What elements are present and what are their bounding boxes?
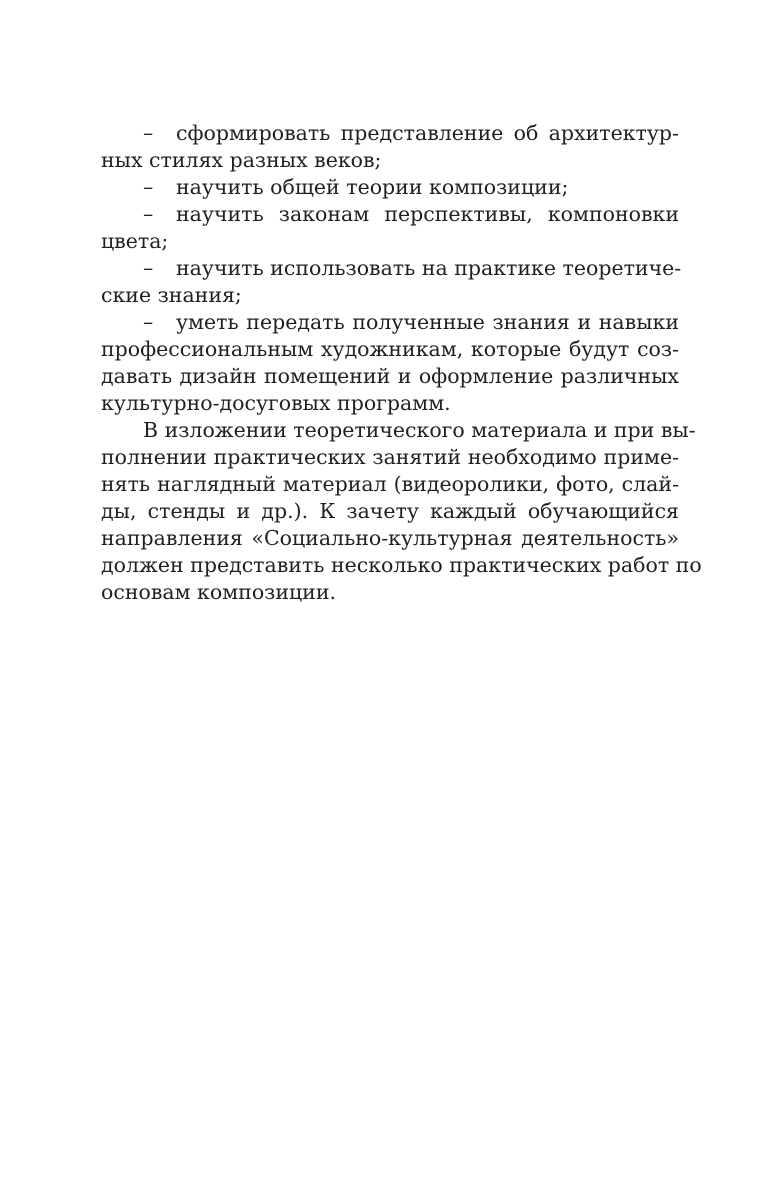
text-line: – научить общей теории композиции; <box>143 175 569 199</box>
list-item <box>101 201 679 255</box>
list-dash: – <box>143 121 154 145</box>
text-line: основам композиции. <box>101 580 337 604</box>
text-line: В изложении теоретического материала и при вы- <box>143 418 696 442</box>
text-line: – научить законам перспективы, компоновки <box>143 202 679 226</box>
text-line: должен представить несколько практических работ по <box>101 553 702 577</box>
list-item <box>101 309 679 417</box>
text-line: ных стилях разных веков; <box>101 148 382 172</box>
list-dash: – <box>143 256 154 280</box>
text-line: полнении практических занятий необходимо приме- <box>101 445 679 469</box>
text-line: – уметь передать полученные знания и навыки <box>143 310 679 334</box>
list-item <box>101 120 679 174</box>
text-line: ды, стенды и др.). К зачету каждый обучающийся <box>101 499 679 523</box>
list-item <box>101 255 682 309</box>
text-line: культурно-досуговых программ. <box>101 391 451 415</box>
text-line: направления «Социально-культурная деятельность» <box>101 526 679 550</box>
text-line: нять наглядный материал (видеоролики, фото, слай- <box>101 472 679 496</box>
text-line: ские знания; <box>101 283 242 307</box>
text-line: давать дизайн помещений и оформление различных <box>101 364 679 388</box>
list-dash: – <box>143 202 154 226</box>
list-item <box>101 174 679 201</box>
text-line: – сформировать представление об архитектур- <box>143 121 679 145</box>
list-dash: – <box>143 175 154 199</box>
text-line: – научить использовать на практике теоретиче- <box>143 256 682 280</box>
body-text <box>101 120 702 606</box>
paragraph <box>101 417 702 606</box>
text-line: профессиональным художникам, которые будут соз- <box>101 337 679 361</box>
text-line: цвета; <box>101 229 169 253</box>
list-dash: – <box>143 310 154 334</box>
